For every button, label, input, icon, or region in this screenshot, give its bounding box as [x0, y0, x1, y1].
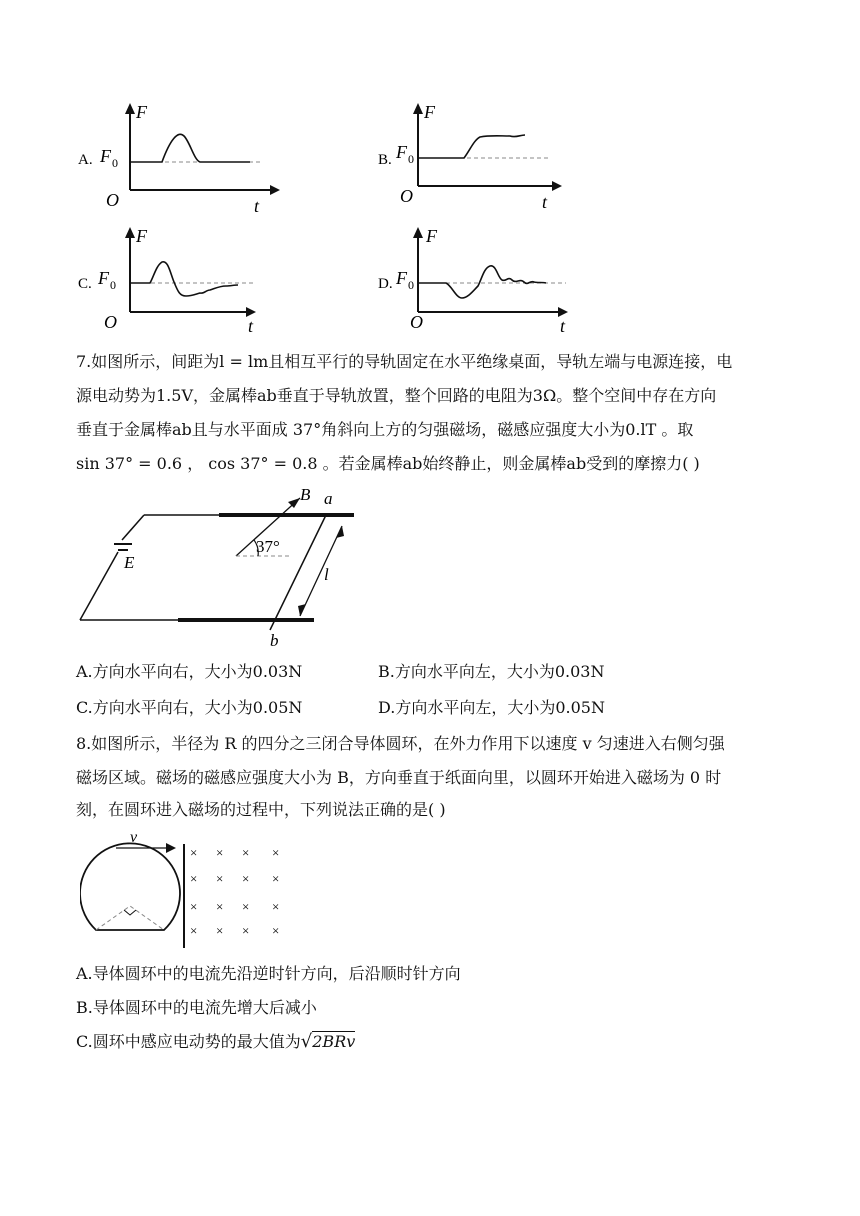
force-curve [418, 135, 525, 158]
q8-stem-line-3: 刻，在圆环进入磁场的过程中，下列说法正确的是( ) [76, 800, 446, 819]
axis-f-label: F [136, 226, 147, 246]
angle-label: 37° [256, 537, 280, 556]
q8-option-c[interactable] [76, 1032, 355, 1052]
cross: × [216, 871, 224, 886]
cross: × [216, 899, 224, 914]
axis-t-label: t [254, 196, 260, 215]
sqrt-symbol: √ [300, 1031, 313, 1052]
cross: × [272, 899, 280, 914]
cross: × [190, 871, 198, 886]
force-curve [130, 262, 238, 296]
cross: × [216, 845, 224, 860]
q8-option-c-text: C.圆环中感应电动势的最大值为 [76, 1032, 301, 1051]
q7-option-b[interactable]: B.方向水平向左，大小为0.03N [378, 662, 605, 681]
f0-label: F [100, 146, 111, 166]
origin-label: O [410, 312, 423, 332]
length-arrow [300, 526, 342, 616]
cross: × [242, 871, 250, 886]
cross: × [272, 845, 280, 860]
q8-option-b[interactable]: B.导体圆环中的电流先增大后减小 [76, 998, 317, 1017]
origin-label: O [400, 186, 413, 206]
axis-f-label: F [424, 102, 435, 122]
f0-label: F [396, 142, 407, 162]
f-axis-arrow [125, 103, 135, 114]
axis-f-label: F [426, 226, 437, 246]
graph-option-a [70, 100, 290, 215]
f0-sub: 0 [112, 156, 118, 170]
cross: × [242, 845, 250, 860]
q7-stem-line-4: sin 37° = 0.6 ， cos 37° = 0.8 。若金属棒ab始终静止，则金属棒ab受到的摩擦力( ) [76, 454, 700, 473]
three-quarter-ring [80, 843, 180, 930]
magnetic-field-crosses [190, 845, 279, 938]
axis-t-label: t [248, 316, 254, 336]
q8-ring-figure [80, 830, 300, 954]
rod-ab [270, 515, 326, 630]
cross: × [272, 923, 280, 938]
emf-label: E [124, 553, 135, 572]
graph-b-svg [370, 100, 590, 215]
axis-t-label: t [542, 192, 548, 212]
f0-sub: 0 [408, 152, 414, 166]
label-l: l [324, 565, 329, 584]
graph-a-svg [70, 100, 290, 215]
option-label: A. [78, 152, 93, 168]
radius-lines [96, 906, 164, 930]
q8-ring-svg [80, 830, 300, 954]
f0-label: F [396, 268, 407, 288]
f0-sub: 0 [110, 278, 116, 292]
label-a: a [324, 489, 333, 508]
option-label: D. [378, 276, 393, 292]
axis-f-label: F [136, 102, 147, 122]
cross: × [242, 899, 250, 914]
force-curve [418, 266, 546, 298]
cross: × [190, 845, 198, 860]
force-curve [130, 134, 250, 162]
graph-option-c [70, 224, 290, 339]
axis-t-label: t [560, 316, 566, 336]
label-b-field: B [300, 485, 311, 504]
option-label: B. [378, 152, 392, 168]
f0-label: F [98, 268, 109, 288]
q7-stem-line-2: 源电动势为1.5V，金属棒ab垂直于导轨放置，整个回路的电阻为3Ω。整个空间中存在方向 [76, 386, 717, 405]
cross: × [242, 923, 250, 938]
q8-stem-line-1: 8.如图所示，半径为 R 的四分之三闭合导体圆环，在外力作用下以速度 v 匀速进入右侧匀强 [76, 734, 725, 753]
q8-stem-line-2: 磁场区域。磁场的磁感应强度大小为 B，方向垂直于纸面向里，以圆环开始进入磁场为 0 时 [76, 768, 722, 787]
q7-option-a[interactable]: A.方向水平向右，大小为0.03N [76, 662, 303, 681]
graph-option-b [370, 100, 590, 215]
cross: × [216, 923, 224, 938]
q7-stem-line-1: 7.如图所示，间距为l = lm且相互平行的导轨固定在水平绝缘桌面，导轨左端与电源连接，电 [76, 352, 733, 371]
right-angle-mark [124, 910, 136, 915]
q8-option-a[interactable]: A.导体圆环中的电流先沿逆时针方向，后沿顺时针方向 [76, 964, 461, 983]
option-label: C. [78, 276, 92, 292]
f0-sub: 0 [408, 278, 414, 292]
q7-option-d[interactable]: D.方向水平向左，大小为0.05N [378, 698, 605, 717]
graph-c-svg [70, 224, 290, 339]
q7-option-c[interactable]: C.方向水平向右，大小为0.05N [76, 698, 303, 717]
q7-stem-line-3: 垂直于金属棒ab且与水平面成 37°角斜向上方的匀强磁场，磁感应强度大小为0.lT 。取 [76, 420, 694, 439]
cross: × [190, 923, 198, 938]
q7-circuit-figure [74, 482, 374, 652]
q8-option-c-math: 2BRv [312, 1032, 356, 1051]
velocity-label: v [130, 830, 138, 846]
label-b: b [270, 631, 279, 650]
cross: × [272, 871, 280, 886]
origin-label: O [104, 312, 117, 332]
graph-d-svg [370, 224, 590, 339]
t-axis-arrow [270, 185, 280, 195]
graph-option-d [370, 224, 590, 339]
q7-circuit-svg [74, 482, 374, 652]
origin-label: O [106, 190, 119, 210]
cross: × [190, 899, 198, 914]
